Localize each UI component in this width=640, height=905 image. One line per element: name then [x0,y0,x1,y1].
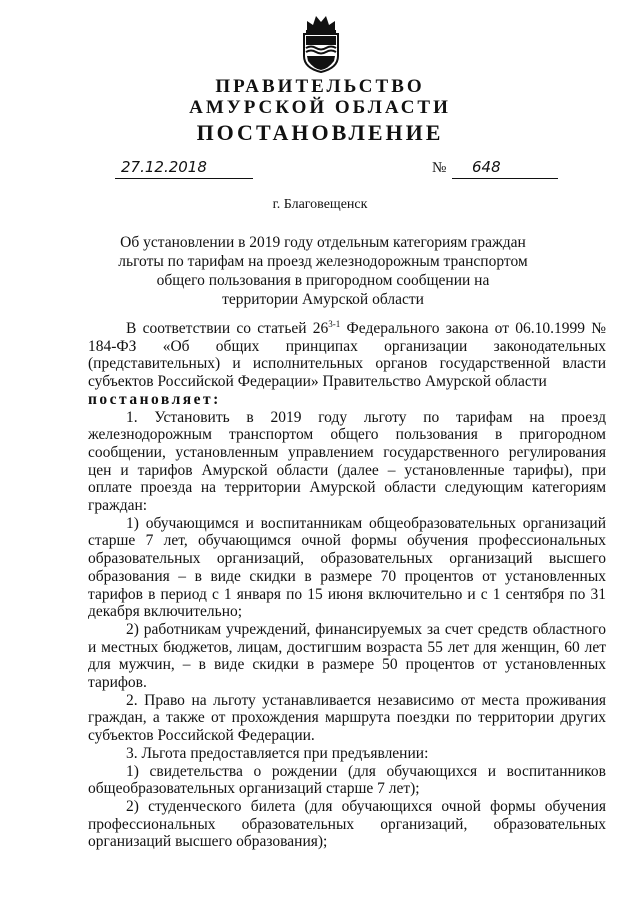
item-2: 2. Право на льготу устанавливается независимо от места проживания граждан, а также от прохождения маршрута поездки по территории других субъектов Российской Федерации. [88,691,606,745]
item-3-sub-1: 1) свидетельства о рождении (для обучающихся и воспитанников общеобразовательных организаций старше 7 лет); [88,762,606,798]
city-line: г. Благовещенск [272,197,368,212]
item-1: 1. Установить в 2019 году льготу по тарифам на проезд железнодорожным транспортом общего пользования в пригородном сообщении, установленным управлением государственного регулирования цен и тарифов Амурской области (далее – установленные тарифы), при оплате проезда на территории Амурской области следующим категориям граждан: [88,408,606,515]
coat-of-arms-emblem [298,12,344,74]
item-1-sub-1: 1) обучающимся и воспитанникам общеобразовательных организаций старше 7 лет, обучающимся очной формы обучения профессиональных образовательных организаций, образовательных организаций высшего образования – в виде скидки в размере 70 процентов от установленных тарифов в период с 1 января по 15 июня включительно и с 1 сентября по 31 декабря включительно; [88,514,606,621]
government-title: ПРАВИТЕЛЬСТВО [215,76,425,97]
item-3: 3. Льгота предоставляется при предъявлении: [126,744,429,762]
decree-keyword: постановляет: [88,390,221,408]
preamble-paragraph [88,320,606,391]
date-value: 27.12.2018 [121,158,207,176]
date-field [115,158,253,179]
number-field [452,158,558,179]
number-value: 648 [472,158,501,176]
item-3-sub-2: 2) студенческого билета (для обучающихся очной формы обучения профессиональных образовательных организаций, образовательных организаций высшего образования); [88,797,606,851]
document-subject-title: Об установлении в 2019 году отдельным категориям граждан льготы по тарифам на проезд железнодорожным транспортом общего пользования в пригородном сообщении на территории Амурской области [118,234,528,308]
document-body [88,320,606,851]
region-title: АМУРСКОЙ ОБЛАСТИ [189,97,451,118]
preamble-text-end: Федерального закона от 06.10.1999 № 184-ФЗ «Об общих принципах организации законодательных (представительных) и исполнительных органов государственной власти субъектов Российской Федерации» Правительство Амурской области [88,320,606,391]
decree-word [88,391,606,409]
item-1-sub-2: 2) работникам учреждений, финансируемых за счет средств областного и местных бюджетов, лицам, достигшим возраста 55 лет для женщин, 60 лет для мужчин, – в виде скидки в размере 50 процентов от установленных тарифов. [88,620,606,692]
article-superscript: 3-1 [328,318,341,329]
number-label: № [432,160,447,176]
preamble-text-start: В соответствии со статьей 26 [126,320,329,337]
document-type: ПОСТАНОВЛЕНИЕ [196,120,444,145]
